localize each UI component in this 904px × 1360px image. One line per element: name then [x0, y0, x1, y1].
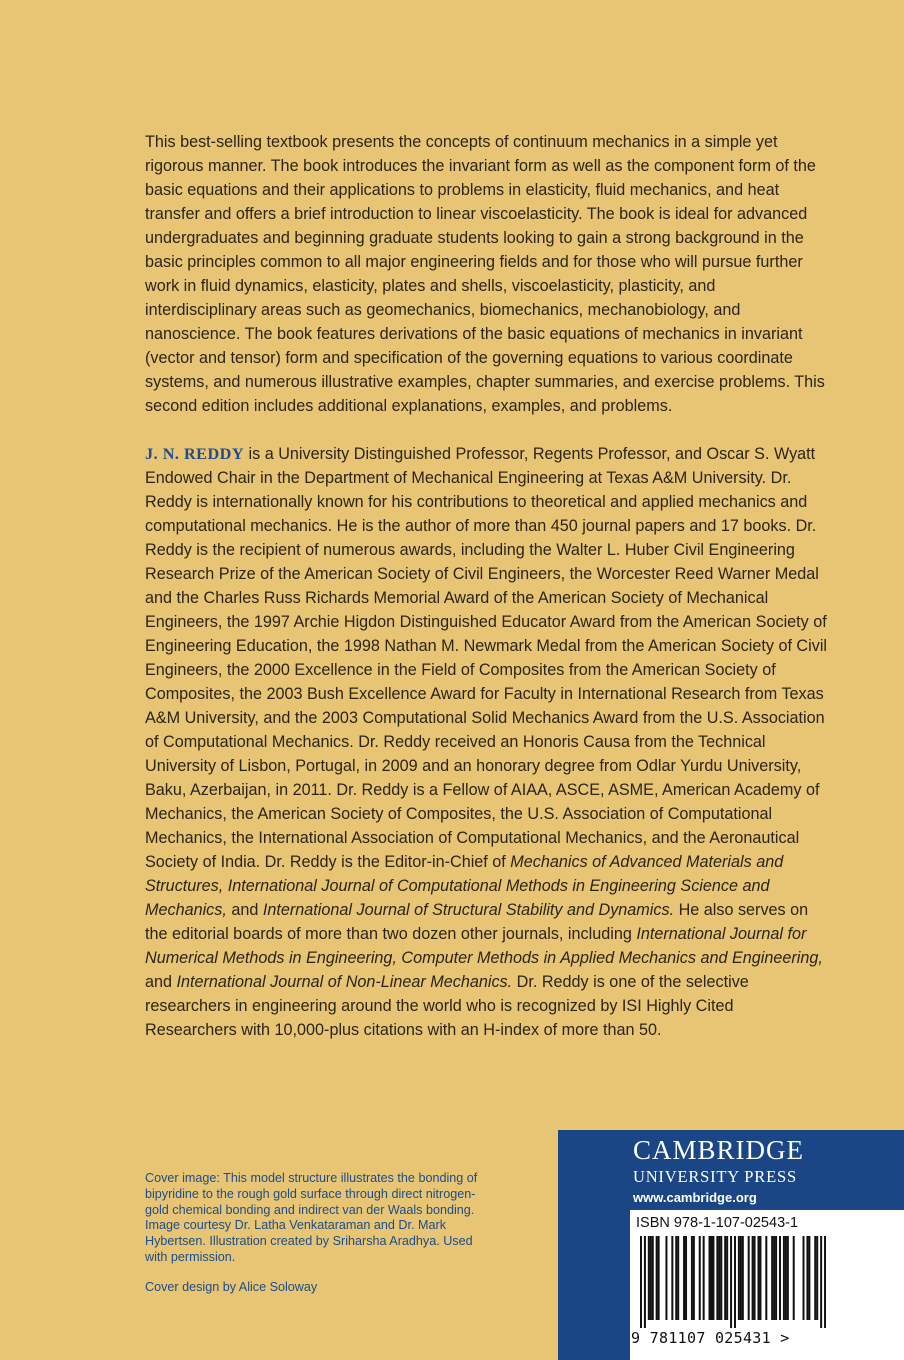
barcode-bar	[724, 1236, 726, 1320]
barcode-bar	[691, 1236, 693, 1320]
barcode	[640, 1236, 826, 1328]
barcode-bar	[773, 1236, 775, 1320]
barcode-bar	[683, 1236, 685, 1320]
barcode-bar	[730, 1236, 732, 1328]
publisher-url: www.cambridge.org	[633, 1190, 757, 1205]
barcode-bar	[648, 1236, 650, 1320]
barcode-bar	[665, 1236, 667, 1320]
barcode-bar	[793, 1236, 795, 1320]
barcode-bar	[652, 1236, 654, 1320]
barcode-bar	[675, 1236, 677, 1320]
barcode-bar	[640, 1236, 642, 1328]
journal-list-3: International Journal for Numerical Methods in Engineering, Computer Methods in Applied Mechanics and Engineering,	[145, 925, 823, 967]
barcode-bar	[671, 1236, 673, 1320]
bio-text-3: He also serves on the editorial boards of more than two dozen other journals, including	[145, 901, 809, 943]
barcode-bar	[808, 1236, 810, 1320]
barcode-bar	[742, 1236, 744, 1320]
publisher-panel	[558, 1130, 904, 1360]
journal-list-4: International Journal of Non-Linear Mechanics.	[176, 973, 513, 991]
barcode-bar	[765, 1236, 767, 1320]
barcode-bar	[740, 1236, 742, 1320]
author-bio	[145, 442, 829, 1042]
journal-list-1: Mechanics of Advanced Materials and Structures, International Journal of Computational Methods in Engineering Science and Mechanics,	[145, 853, 784, 919]
barcode-bar	[709, 1236, 711, 1320]
bio-text-4: and	[145, 973, 177, 991]
bio-text-5: Dr. Reddy is one of the selective researchers in engineering around the world who is recognized by ISI Highly Cited Researchers with 10,000-plus citations with an H-index of more than 50.	[145, 973, 749, 1039]
barcode-bar	[703, 1236, 705, 1320]
barcode-bar	[787, 1236, 789, 1320]
barcode-bar	[820, 1236, 822, 1328]
barcode-bar	[783, 1236, 785, 1320]
barcode-bar	[677, 1236, 679, 1320]
barcode-bar	[718, 1236, 720, 1320]
barcode-bar	[771, 1236, 773, 1320]
barcode-bar	[757, 1236, 759, 1320]
barcode-bar	[775, 1236, 777, 1320]
barcode-area	[630, 1210, 904, 1360]
barcode-bar	[754, 1236, 756, 1320]
barcode-bar	[785, 1236, 787, 1320]
barcode-bar	[824, 1236, 826, 1328]
barcode-bar	[693, 1236, 695, 1320]
bio-text-1: is a University Distinguished Professor, Regents Professor, and Oscar S. Wyatt Endowed Chair in the Department of Mechanical Engineering at Texas A&M University. Dr. Reddy is internationally known for his contributions to theoretical and applied mechanics and computational mechanics. He is the author of more than 450 journal papers and 17 books. Dr. Reddy is the recipient of numerous awards, including the Walter L. Huber Civil Engineering Research Prize of the American Society of Civil Engineers, the Worcester Reed Warner Medal and the Charles Russ Richards Memorial Award of the American Society of Mechanical Engineers, the 1997 Archie Higdon Distinguished Educator Award from the American Society of Engineering Education, the 1998 Nathan M. Newmark Medal from the American Society of Civil Engineers, the 2000 Excellence in the Field of Composites from the American Society of Composites, the 2003 Bush Excellence Award for Faculty in International Research from Texas A&M University, and the 2003 Computational Solid Mechanics Award from the U.S. Association of Computational Mechanics. Dr. Reddy received an Honoris Causa from the Technical University of Lisbon, Portugal, in 2009 and an honorary degree from Odlar Yurdu University, Baku, Azerbaijan, in 2011. Dr. Reddy is a Fellow of AIAA, ASCE, ASME, American Academy of Mechanics, the American Society of Composites, the U.S. Association of Computational Mechanics, the International Association of Computational Mechanics, and the Aeronautical Society of India. Dr. Reddy is the Editor-in-Chief of	[145, 445, 828, 871]
barcode-bar	[658, 1236, 660, 1320]
barcode-bar	[779, 1236, 781, 1320]
barcode-bar	[748, 1236, 750, 1320]
bio-text-2: and	[226, 901, 263, 919]
barcode-bar	[726, 1236, 728, 1320]
barcode-bar	[803, 1236, 805, 1320]
barcode-bar	[716, 1236, 718, 1320]
book-description: This best-selling textbook presents the concepts of continuum mechanics in a simple yet rigorous manner. The book introduces the invariant form as well as the component form of the basic equations and their applications to problems in elasticity, fluid mechanics, and heat transfer and offers a brief introduction to linear viscoelasticity. The book is ideal for advanced undergraduates and beginning graduate students looking to gain a strong background in the basic principles common to all major engineering fields and for those who will pursue further work in fluid dynamics, elasticity, plates and shells, viscoelasticity, plasticity, and interdisciplinary areas such as geomechanics, biomechanics, mechanobiology, and nanoscience. The book features derivations of the basic equations of mechanics in invariant (vector and tensor) form and specification of the governing equations to various coordinate systems, and numerous illustrative examples, chapter summaries, and exercise problems. This second edition includes additional explanations, examples, and problems.	[145, 133, 825, 415]
barcode-bar	[710, 1236, 712, 1320]
cover-design-credit: Cover design by Alice Soloway	[145, 1280, 318, 1294]
barcode-bar	[644, 1236, 646, 1328]
barcode-bar	[734, 1236, 736, 1328]
barcode-digits: 9 781107 025431 >	[631, 1329, 790, 1347]
barcode-bar	[752, 1236, 754, 1320]
barcode-bar	[759, 1236, 761, 1320]
cover-image-credit: Cover image: This model structure illustrates the bonding of bipyridine to the rough gold surface through direct nitrogen-gold chemical bonding and indirect van der Waals bonding. Image courtesy Dr. Latha Venkataraman and Dr. Mark Hybertsen. Illustration created by Sriharsha Aradhya. Used with permission.	[145, 1171, 478, 1264]
barcode-bar	[699, 1236, 701, 1320]
journal-list-2: International Journal of Structural Stability and Dynamics.	[262, 901, 675, 919]
barcode-bar	[720, 1236, 722, 1320]
barcode-bar	[738, 1236, 740, 1320]
barcode-bar	[685, 1236, 687, 1320]
barcode-bar	[806, 1236, 808, 1320]
author-name: J. N. REDDY	[145, 445, 245, 463]
barcode-bar	[656, 1236, 658, 1320]
barcode-bar	[650, 1236, 652, 1320]
barcode-bar	[816, 1236, 818, 1320]
publisher-logo-name: CAMBRIDGE	[633, 1135, 805, 1165]
publisher-logo-subtitle: UNIVERSITY PRESS	[633, 1167, 797, 1186]
isbn-label: ISBN 978-1-107-02543-1	[636, 1215, 799, 1231]
barcode-bar	[712, 1236, 714, 1320]
barcode-bar	[814, 1236, 816, 1320]
